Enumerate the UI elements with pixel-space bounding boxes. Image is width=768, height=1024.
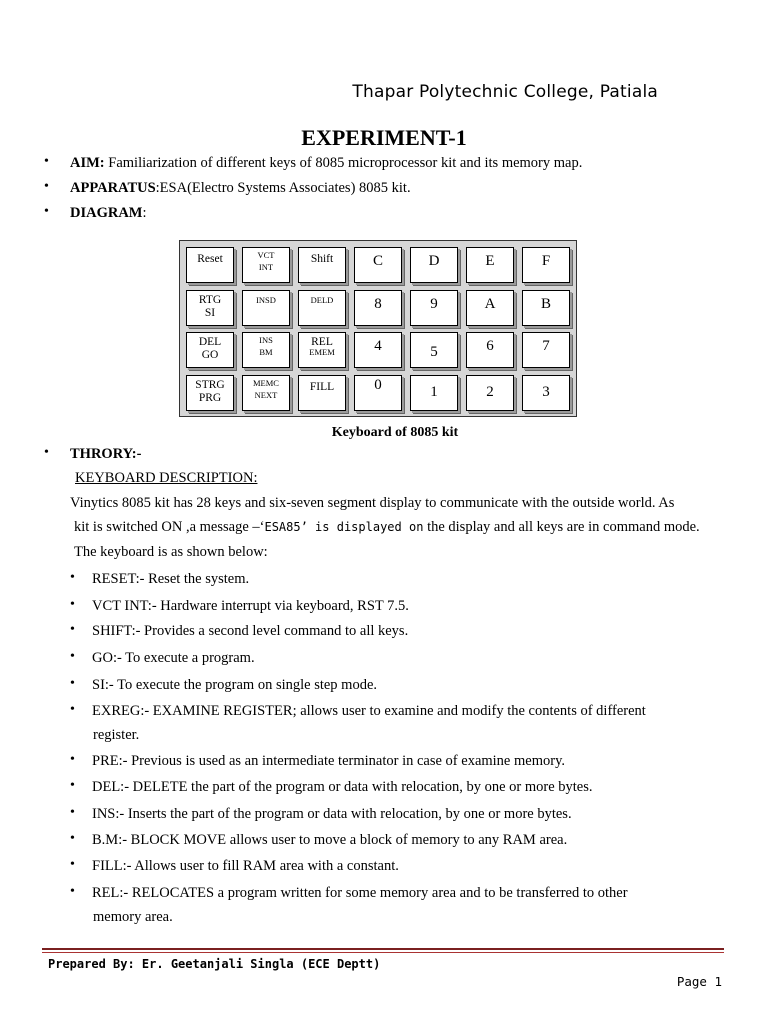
key-label: C <box>372 253 383 269</box>
college-header: Thapar Polytechnic College, Patiala <box>352 82 658 102</box>
keyboard-key <box>186 247 234 283</box>
keyboard-key <box>522 375 570 411</box>
keyboard-key <box>410 247 458 283</box>
key-label: DEL <box>198 336 222 348</box>
page-title: EXPERIMENT-1 <box>301 125 467 150</box>
theory-paragraph-2a: kit is switched ON ,a message –‘ <box>74 519 265 535</box>
list-item: FILL:- Allows user to fill RAM area with a constant. <box>92 858 399 874</box>
bullet-icon: • <box>44 204 49 219</box>
footer-prepared-by: Prepared By: Er. Geetanjali Singla (ECE Deptt) <box>48 957 381 971</box>
bullet-icon: • <box>70 702 75 717</box>
keyboard-key <box>410 290 458 326</box>
bullet-icon: • <box>70 570 75 585</box>
key-label: 5 <box>430 344 438 360</box>
bullet-icon: • <box>70 752 75 767</box>
key-label: MEMC <box>253 378 279 388</box>
key-label: 3 <box>542 384 550 400</box>
keyboard-key <box>522 247 570 283</box>
key-label: E <box>485 253 495 269</box>
footer-divider-thin <box>42 952 724 953</box>
keyboard-key <box>186 375 234 411</box>
key-label: B <box>540 296 551 312</box>
key-label: A <box>484 296 496 312</box>
key-label: VCT <box>257 250 275 260</box>
theory-paragraph-2c: the display and all keys are in command mode. <box>423 519 700 535</box>
list-item: B.M:- BLOCK MOVE allows user to move a block of memory to any RAM area. <box>92 832 568 848</box>
diagram-text: : <box>142 205 147 221</box>
key-label: 0 <box>374 377 382 393</box>
diagram-label: DIAGRAM <box>70 205 143 221</box>
keyboard-key <box>298 290 346 326</box>
keyboard-key <box>354 247 402 283</box>
key-label: REL <box>311 336 333 348</box>
keyboard-key <box>186 332 234 368</box>
apparatus-label: APPARATUS <box>70 180 156 196</box>
key-label: Shift <box>310 253 334 265</box>
keyboard-key <box>410 375 458 411</box>
key-label: Reset <box>197 253 223 265</box>
key-label: RTG <box>198 294 222 306</box>
list-item: INS:- Inserts the part of the program or data with relocation, by one or more bytes. <box>92 806 572 822</box>
keyboard-key <box>466 332 514 368</box>
keyboard-key <box>466 290 514 326</box>
keyboard-key <box>354 375 402 411</box>
apparatus-line <box>70 179 411 197</box>
key-label: 1 <box>430 384 438 400</box>
key-sublabel: GO <box>201 349 219 361</box>
keyboard-key <box>354 332 402 368</box>
theory-paragraph-2b: ESA85’ is displayed on <box>264 520 424 534</box>
footer-divider <box>42 948 724 950</box>
bullet-icon: • <box>70 778 75 793</box>
key-label: STRG <box>195 379 225 391</box>
keyboard-key <box>242 290 290 326</box>
keyboard-key <box>298 332 346 368</box>
bullet-icon: • <box>70 676 75 691</box>
key-label: F <box>541 253 551 269</box>
aim-line <box>70 154 582 172</box>
keyboard-key <box>522 332 570 368</box>
bullet-icon: • <box>70 831 75 846</box>
keyboard-caption: Keyboard of 8085 kit <box>331 425 459 440</box>
key-label: 7 <box>542 338 550 354</box>
bullet-icon: • <box>70 857 75 872</box>
keyboard-key <box>354 290 402 326</box>
list-item: VCT INT:- Hardware interrupt via keyboard, RST 7.5. <box>92 598 409 614</box>
bullet-icon: • <box>70 597 75 612</box>
list-item: EXREG:- EXAMINE REGISTER; allows user to examine and modify the contents of different <box>92 703 646 719</box>
list-item: REL:- RELOCATES a program written for some memory area and to be transferred to other <box>92 885 628 901</box>
key-sublabel: SI <box>204 307 216 319</box>
keyboard-key <box>466 375 514 411</box>
key-sublabel: BM <box>259 347 273 357</box>
bullet-icon: • <box>70 622 75 637</box>
page-number: Page 1 <box>676 974 722 989</box>
diagram-line <box>70 204 147 222</box>
keyboard-key <box>242 332 290 368</box>
keyboard-key <box>466 247 514 283</box>
keyboard-key <box>298 375 346 411</box>
bullet-icon: • <box>70 649 75 664</box>
list-item: RESET:- Reset the system. <box>92 571 250 587</box>
key-label: 9 <box>430 296 438 312</box>
keyboard-key <box>242 375 290 411</box>
theory-paragraph-1: Vinytics 8085 kit has 28 keys and six-seven segment display to communicate with the outside world. As <box>70 495 675 511</box>
bullet-icon: • <box>70 884 75 899</box>
keyboard-key <box>522 290 570 326</box>
list-item: memory area. <box>93 909 173 925</box>
bullet-icon: • <box>44 445 49 460</box>
keyboard-key <box>298 247 346 283</box>
bullet-icon: • <box>44 179 49 194</box>
list-item: register. <box>93 727 140 743</box>
keyboard-key <box>242 247 290 283</box>
keyboard-description-heading: KEYBOARD DESCRIPTION: <box>75 470 258 486</box>
bullet-icon: • <box>44 154 49 169</box>
keyboard-key <box>410 332 458 368</box>
keyboard-key <box>186 290 234 326</box>
list-item: GO:- To execute a program. <box>92 650 255 666</box>
keyboard-diagram <box>179 240 577 417</box>
aim-text: Familiarization of different keys of 8085 microprocessor kit and its memory map. <box>104 155 583 171</box>
key-sublabel: PRG <box>198 392 222 404</box>
key-label: INSD <box>256 295 276 305</box>
key-label: D <box>428 253 440 269</box>
key-label: FILL <box>309 381 335 393</box>
key-sublabel: EMEM <box>309 347 335 357</box>
key-label: 6 <box>486 338 494 354</box>
key-sublabel: INT <box>258 262 274 272</box>
key-label: INS <box>259 335 273 345</box>
list-item: SHIFT:- Provides a second level command to all keys. <box>92 623 409 639</box>
key-label: 8 <box>374 296 382 312</box>
key-sublabel: NEXT <box>254 390 278 400</box>
apparatus-text: :ESA(Electro Systems Associates) 8085 kit. <box>155 180 411 196</box>
list-item: DEL:- DELETE the part of the program or data with relocation, by one or more bytes. <box>92 779 593 795</box>
theory-paragraph-2 <box>74 518 700 536</box>
aim-label: AIM: <box>70 155 105 171</box>
key-label: DELD <box>310 295 334 305</box>
theory-paragraph-3: The keyboard is as shown below: <box>74 544 268 560</box>
key-label: 2 <box>486 384 494 400</box>
theory-label: THRORY:- <box>70 446 142 462</box>
bullet-icon: • <box>70 805 75 820</box>
key-label: 4 <box>374 338 382 354</box>
list-item: PRE:- Previous is used as an intermediate terminator in case of examine memory. <box>92 753 565 769</box>
list-item: SI:- To execute the program on single step mode. <box>92 677 378 693</box>
